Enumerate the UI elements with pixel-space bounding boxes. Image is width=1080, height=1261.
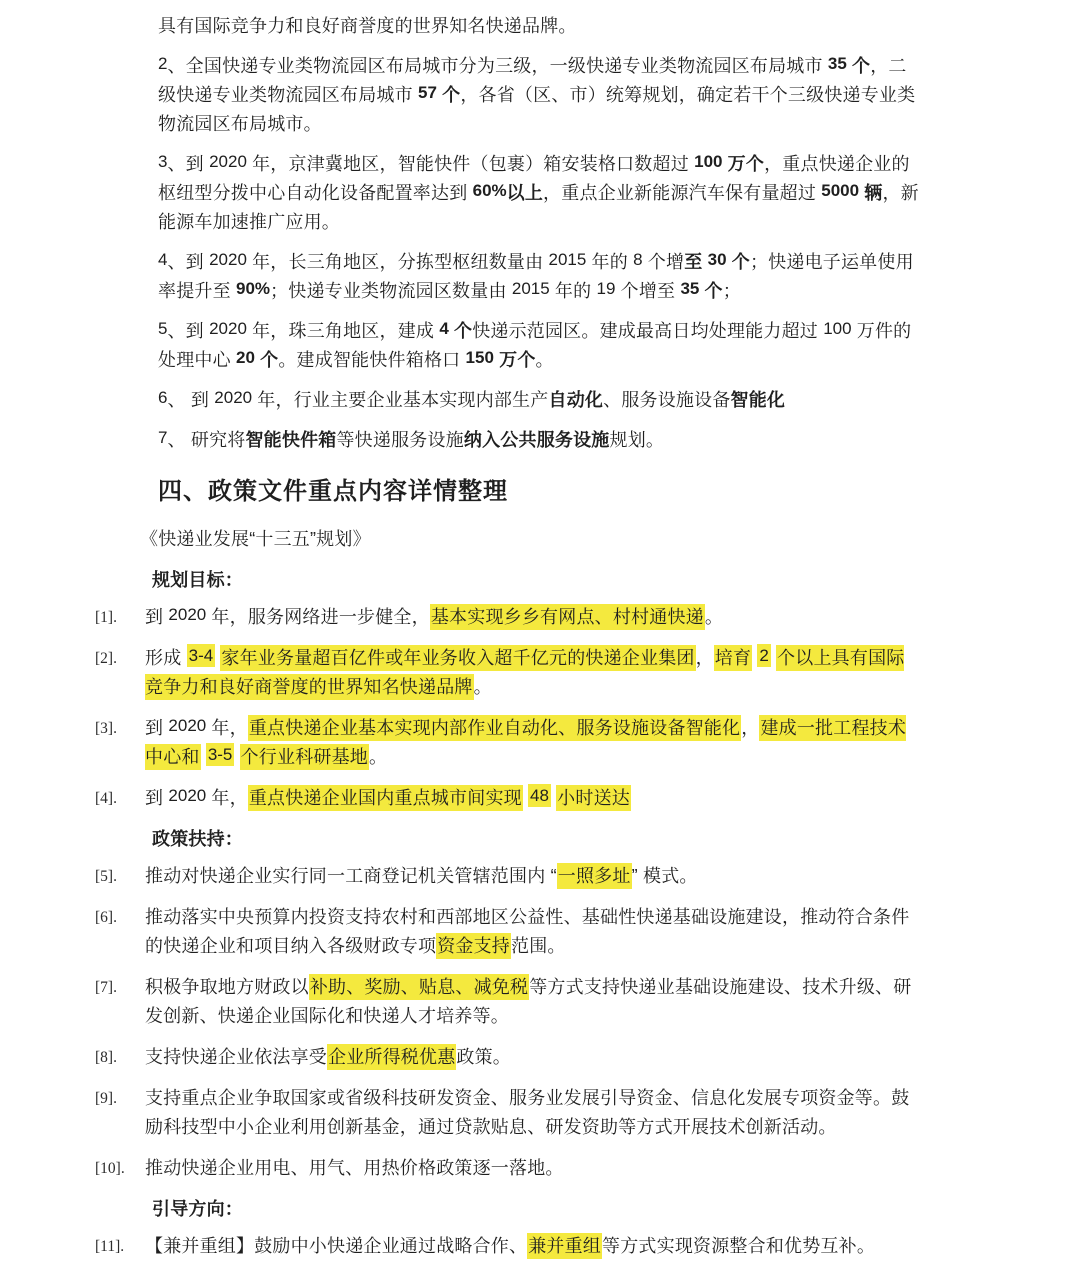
text-run: ，重点快递企业的枢纽型分拨中心自动化设备配置率达到 xyxy=(158,154,910,203)
text-run: 150 xyxy=(465,348,494,367)
list-marker: [9]. xyxy=(95,1090,117,1107)
text-run: 3 xyxy=(158,152,168,171)
text-run: 辆 xyxy=(859,183,883,203)
bracketed-item xyxy=(95,784,922,813)
highlighted-text: 兼并重组 xyxy=(527,1233,602,1259)
text-run: 积极争取地方财政以 xyxy=(145,977,309,997)
text-run: 智能化 xyxy=(730,390,786,410)
text-run: 2020 xyxy=(168,716,207,735)
text-run: 100 xyxy=(694,152,723,171)
list-marker: [7]. xyxy=(95,979,117,996)
text-run: ， xyxy=(695,648,714,668)
text-run: 万件的处理中心 xyxy=(158,321,912,370)
list-marker: [11]. xyxy=(95,1238,125,1255)
text-run: 、到 xyxy=(167,252,210,272)
bracketed-item-list xyxy=(95,1232,922,1261)
text-run: 。 xyxy=(704,607,724,627)
text-run: 范围。 xyxy=(511,936,566,956)
text-run: 年， xyxy=(206,718,248,738)
highlighted-text: 小时送达 xyxy=(556,785,631,811)
text-run: 60% xyxy=(472,181,507,200)
bracketed-item xyxy=(95,973,922,1031)
text-run: 、全国快递专业类物流园区布局城市分为三级，一级快递专业类物流园区布局城市 xyxy=(167,56,828,76)
bracketed-item xyxy=(95,1154,922,1183)
numbered-item xyxy=(158,248,922,306)
text-run: 年，行业主要企业基本实现内部生产 xyxy=(252,390,549,410)
highlighted-text: 2 xyxy=(759,646,769,665)
text-run: 个 xyxy=(699,281,723,301)
text-run: 7 xyxy=(158,428,168,447)
text-run: 至 xyxy=(684,252,708,272)
text-run: 5 xyxy=(158,319,168,338)
text-run: 年，京津冀地区，智能快件（包裹）箱安装格口数超过 xyxy=(246,154,695,174)
text-run: 6 xyxy=(158,388,168,407)
highlighted-text: 重点快递企业国内重点城市间实现 xyxy=(248,785,523,811)
text-run: 快递示范园区。建成最高日均处理能力超过 xyxy=(472,321,824,341)
policy-group xyxy=(95,1195,922,1261)
text-run: ，新能源车加速推广应用。 xyxy=(158,183,919,232)
text-run: 。 xyxy=(473,677,492,697)
text-run: 【兼并重组】鼓励中小快递企业通过战略合作、 xyxy=(145,1236,528,1256)
text-run: ， xyxy=(741,718,760,738)
highlighted-text: 建成一批工程技术中心和 xyxy=(145,715,906,770)
text-run: 等方式实现资源整合和优势互补。 xyxy=(602,1236,876,1256)
numbered-item xyxy=(158,386,922,415)
text-run: 到 xyxy=(145,718,169,738)
text-run: 、到 xyxy=(167,154,210,174)
text-run: 到 xyxy=(145,788,169,808)
text-run: 4 xyxy=(439,319,449,338)
text-run: 、 到 xyxy=(167,390,215,410)
text-run: 支持快递企业依法享受 xyxy=(145,1047,327,1067)
text-run: 规划。 xyxy=(609,430,665,450)
text-run: ，重点企业新能源汽车保有量超过 xyxy=(543,183,822,203)
text-run: ，二级快递专业类物流园区布局城市 xyxy=(158,56,907,105)
text-run: 自动化 xyxy=(548,390,604,410)
text-run: 35 xyxy=(680,279,700,298)
text-run: 智能快件箱 xyxy=(245,430,337,450)
item-text xyxy=(145,718,906,767)
section-heading: 四、政策文件重点内容详情整理 xyxy=(158,478,508,505)
text-run: 。 xyxy=(369,747,388,767)
highlighted-text: 3-4 xyxy=(188,646,214,665)
list-marker: [6]. xyxy=(95,909,117,926)
text-run: 年，服务网络进一步健全， xyxy=(206,607,430,627)
highlighted-text: 3-5 xyxy=(207,745,233,764)
group-label: 政策扶持： xyxy=(152,829,243,849)
text-run xyxy=(234,747,239,767)
highlighted-text: 企业所得税优惠 xyxy=(327,1044,456,1070)
text-run: 政策。 xyxy=(456,1047,512,1067)
highlighted-text: 重点快递企业基本实现内部作业自动化、服务设施设备智能化 xyxy=(248,715,741,741)
text-run: ；快递专业类物流园区数量由 xyxy=(270,281,512,301)
text-run: 年的 xyxy=(549,281,597,301)
doc-title: 《快递业发展“十三五”规划》 xyxy=(140,529,371,549)
bracketed-item-list xyxy=(95,862,922,1183)
text-run: 、服务设施设备 xyxy=(603,390,731,410)
bracketed-item xyxy=(95,644,922,702)
bracketed-item xyxy=(95,1084,922,1142)
intro-paragraph xyxy=(158,12,922,41)
text-run: 纳入公共服务设施 xyxy=(463,430,610,450)
text-run: 个增至 xyxy=(615,281,681,301)
numbered-item-list xyxy=(95,52,922,455)
item-text xyxy=(145,907,909,959)
item-text xyxy=(145,1233,875,1259)
policy-groups xyxy=(95,566,922,1261)
bracketed-item xyxy=(95,1232,922,1261)
text-run: ，各省（区、市）统筹规划，确定若干个三级快递专业类物流园区布局城市。 xyxy=(158,85,916,134)
text-run: 推动快递企业用电、用气、用热价格政策逐一落地。 xyxy=(145,1158,564,1178)
item-text xyxy=(145,788,631,808)
numbered-item xyxy=(158,150,922,237)
text-run: 2020 xyxy=(209,319,247,338)
group-label: 引导方向： xyxy=(152,1199,243,1219)
text-run: 推动对快递企业实行同一工商登记机关管辖范围内 “ xyxy=(145,866,557,886)
text-run: 个增 xyxy=(642,252,685,272)
item-text xyxy=(145,648,904,697)
text-run: 2020 xyxy=(209,152,247,171)
highlighted-text: 补助、奖励、贴息、减免税 xyxy=(309,974,529,1000)
numbered-item xyxy=(158,426,922,455)
text-run: 。建成智能快件箱格口 xyxy=(278,350,466,370)
text-run: 年，珠三角地区，建成 xyxy=(246,321,440,341)
highlighted-text: 基本实现乡乡有网点、村村通快递 xyxy=(430,604,705,630)
highlighted-text: 个行业科研基地 xyxy=(240,744,369,770)
policy-group xyxy=(95,566,922,813)
text-run: 20 xyxy=(236,348,255,367)
text-run: 2020 xyxy=(168,605,207,624)
text-run: ； xyxy=(722,281,741,301)
text-run: 万个 xyxy=(722,154,765,174)
numbered-item xyxy=(158,317,922,375)
text-run: 以上 xyxy=(506,183,544,203)
text-run: ；快递电子运单使用率提升至 xyxy=(158,252,914,301)
text-run: 2020 xyxy=(168,786,207,805)
text-run: 30 xyxy=(707,250,727,269)
text-run: 19 xyxy=(596,279,616,298)
highlighted-text: 个以上具有国际竞争力和良好商誉度的世界知名快递品牌 xyxy=(145,645,904,700)
text-run: 具有国际竞争力和良好商誉度的世界知名快递品牌。 xyxy=(158,16,577,36)
highlighted-text: 一照多址 xyxy=(557,863,632,889)
list-marker: [4]. xyxy=(95,790,117,807)
text-run: 35 xyxy=(827,54,847,73)
list-marker: [10]. xyxy=(95,1160,125,1177)
bracketed-item xyxy=(95,1043,922,1072)
item-text xyxy=(145,863,698,889)
list-marker: [1]. xyxy=(95,609,117,626)
text-run: 2020 xyxy=(209,250,247,269)
highlighted-text: 48 xyxy=(530,786,549,805)
list-marker: [8]. xyxy=(95,1049,117,1066)
item-text xyxy=(145,1158,564,1178)
text-run: 2020 xyxy=(214,388,253,407)
text-run: 、到 xyxy=(167,321,210,341)
text-run: 5000 xyxy=(821,181,860,200)
text-run: 个 xyxy=(436,85,461,105)
list-marker: [5]. xyxy=(95,868,117,885)
text-run: 万个 xyxy=(493,350,536,370)
item-text xyxy=(145,1044,511,1070)
bracketed-item xyxy=(95,862,922,891)
list-marker: [3]. xyxy=(95,720,117,737)
text-run: 90% xyxy=(236,279,271,298)
list-marker: [2]. xyxy=(95,650,117,667)
text-run: 年， xyxy=(206,788,248,808)
item-text xyxy=(145,974,911,1026)
highlighted-text: 培育 xyxy=(714,645,752,671)
bracketed-item-list xyxy=(95,603,922,813)
bracketed-item xyxy=(95,903,922,961)
text-run: 2015 xyxy=(511,279,550,298)
numbered-item xyxy=(158,52,922,139)
text-run: 推动落实中央预算内投资支持农村和西部地区公益性、基础性快递基础设施建设，推动符合条件的快递企业和项目纳入各级财政专项 xyxy=(145,907,910,956)
text-run: 年，长三角地区，分拣型枢纽数量由 xyxy=(246,252,549,272)
group-label: 规划目标： xyxy=(152,570,243,590)
text-run: 个 xyxy=(846,56,871,76)
bracketed-item xyxy=(95,714,922,772)
text-run: 100 xyxy=(823,319,852,338)
text-run: 年的 xyxy=(586,252,634,272)
text-run: 2015 xyxy=(548,250,587,269)
text-run: 2 xyxy=(158,54,168,73)
highlighted-text: 家年业务量超百亿件或年业务收入超千亿元的快递企业集团 xyxy=(220,645,695,671)
policy-group xyxy=(95,825,922,1183)
text-run: 8 xyxy=(633,250,643,269)
text-run: ” 模式。 xyxy=(631,866,698,886)
text-run: 形成 xyxy=(145,648,187,668)
text-run: 4 xyxy=(158,250,168,269)
text-run: 等方式支持快递业基础设施建设、技术升级、研发创新、快递企业国际化和快递人才培养等。 xyxy=(145,977,912,1026)
text-run: 。 xyxy=(535,350,554,370)
text-run: 个 xyxy=(254,350,279,370)
text-run: 等快递服务设施 xyxy=(336,430,464,450)
text-run: 支持重点企业争取国家或省级科技研发资金、服务业发展引导资金、信息化发展专项资金等。鼓励科技型中小企业利用创新基金，通过贷款贴息、研发资助等方式开展技术创新活动。 xyxy=(145,1088,910,1137)
bracketed-item xyxy=(95,603,922,632)
text-run: 个 xyxy=(448,321,473,341)
item-text xyxy=(145,1088,909,1137)
highlighted-text: 资金支持 xyxy=(436,933,511,959)
text-run: 、 研究将 xyxy=(167,430,246,450)
text-run: 57 xyxy=(418,83,437,102)
text-run: 个 xyxy=(726,252,750,272)
item-text xyxy=(145,607,723,627)
text-run: 到 xyxy=(145,607,169,627)
